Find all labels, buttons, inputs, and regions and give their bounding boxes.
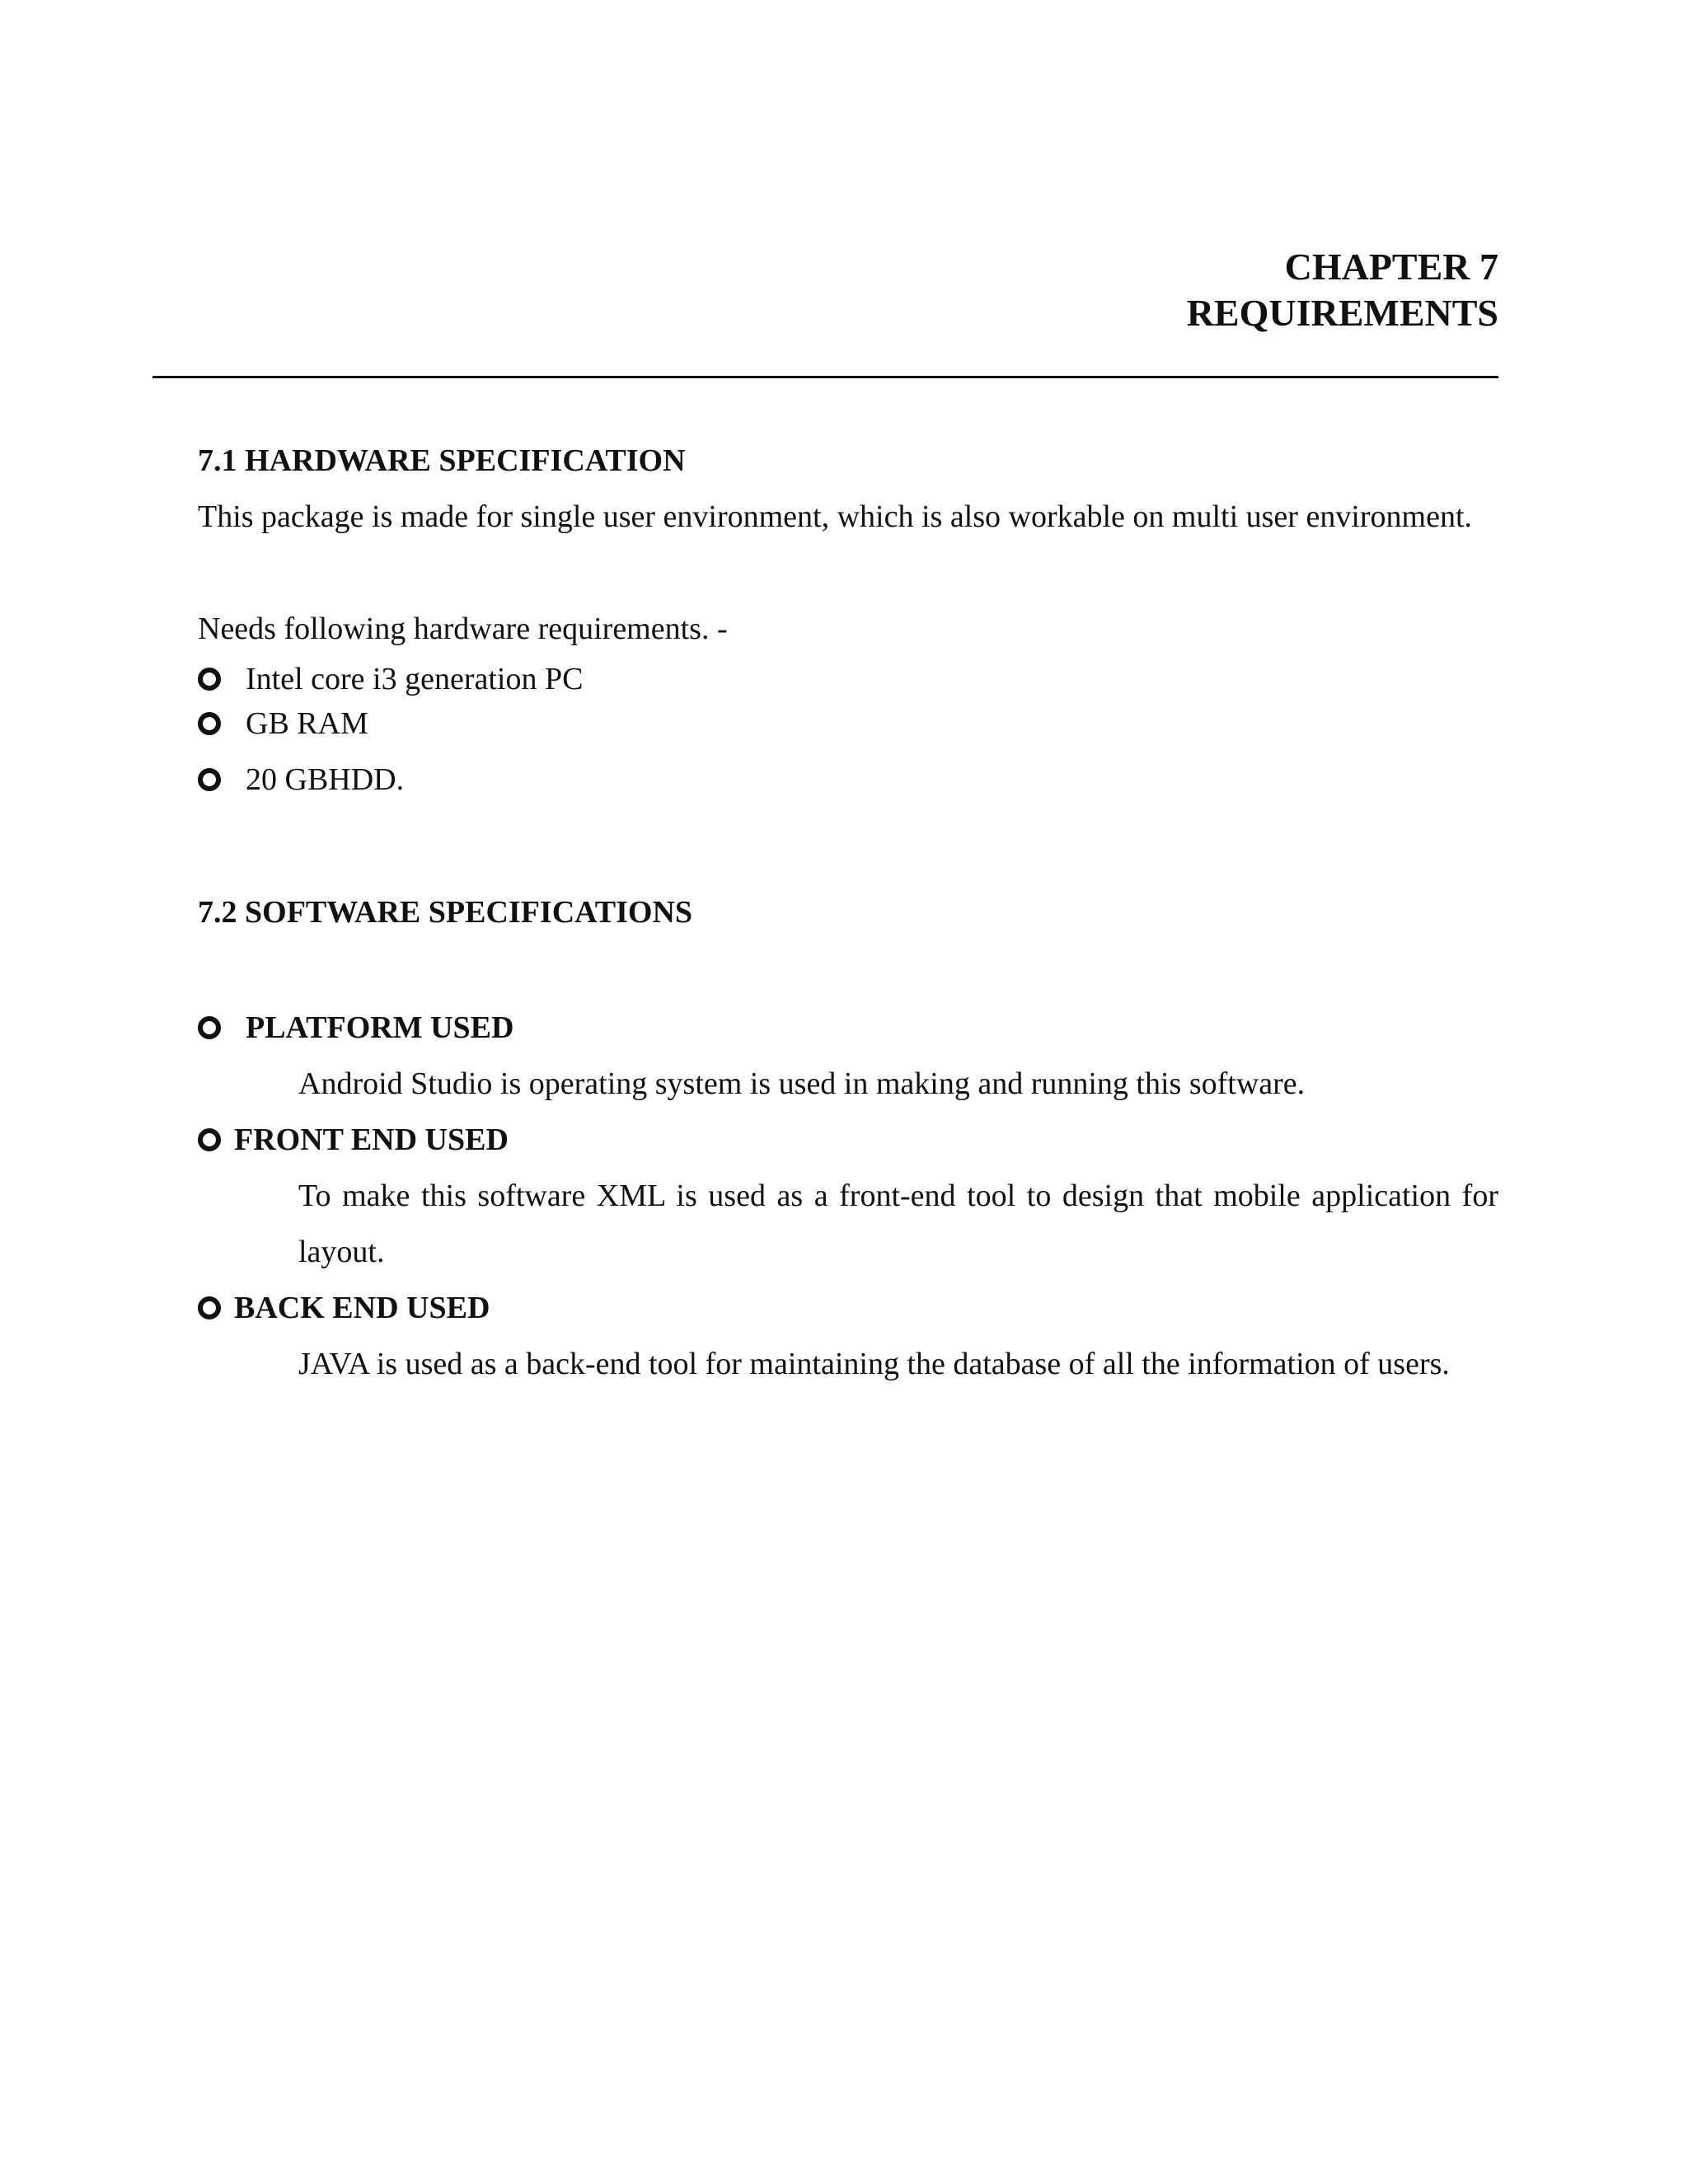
software-item-description: To make this software XML is used as a front-end tool to design that mobile application for layout.: [298, 1179, 1498, 1269]
header-divider: [152, 376, 1498, 378]
software-item-platform: [198, 1000, 1498, 1112]
software-item-heading: [198, 1000, 1498, 1056]
list-item-label: GB RAM: [246, 706, 368, 741]
hollow-circle-icon: [198, 1128, 221, 1151]
list-item-label: Intel core i3 generation PC: [246, 662, 584, 696]
page-body: [198, 433, 1498, 1392]
software-item-heading: [198, 1280, 1498, 1336]
hollow-circle-icon: [198, 768, 221, 791]
list-item: [198, 757, 1498, 802]
hardware-requirements-lead: Needs following hardware requirements. -: [198, 612, 728, 646]
software-item-description: JAVA is used as a back-end tool for maintaining the database of all the information of users.: [298, 1347, 1450, 1381]
list-item-label: 20 GBHDD.: [246, 762, 405, 797]
software-item-heading: [198, 1112, 1498, 1168]
chapter-header: [1187, 244, 1498, 336]
list-item: [198, 657, 1498, 701]
hollow-circle-icon: [198, 668, 221, 691]
software-item-back-end: [198, 1280, 1498, 1392]
chapter-number: CHAPTER 7: [1284, 246, 1498, 288]
software-section-heading: 7.2 SOFTWARE SPECIFICATIONS: [198, 895, 693, 930]
hardware-intro-paragraph: This package is made for single user environment, which is also workable on multi user environment.: [198, 499, 1473, 534]
software-item-title: PLATFORM USED: [246, 1010, 514, 1045]
hardware-requirements-list: [198, 657, 1498, 802]
list-item: [198, 701, 1498, 746]
hardware-section-heading: 7.1 HARDWARE SPECIFICATION: [198, 443, 686, 478]
hollow-circle-icon: [198, 1296, 221, 1319]
software-item-front-end: [198, 1112, 1498, 1280]
software-item-description: Android Studio is operating system is used in making and running this software.: [298, 1066, 1306, 1101]
software-item-title: FRONT END USED: [234, 1122, 509, 1157]
chapter-title: REQUIREMENTS: [1186, 292, 1498, 334]
software-item-title: BACK END USED: [234, 1291, 490, 1325]
hollow-circle-icon: [198, 1016, 221, 1039]
hollow-circle-icon: [198, 712, 221, 735]
